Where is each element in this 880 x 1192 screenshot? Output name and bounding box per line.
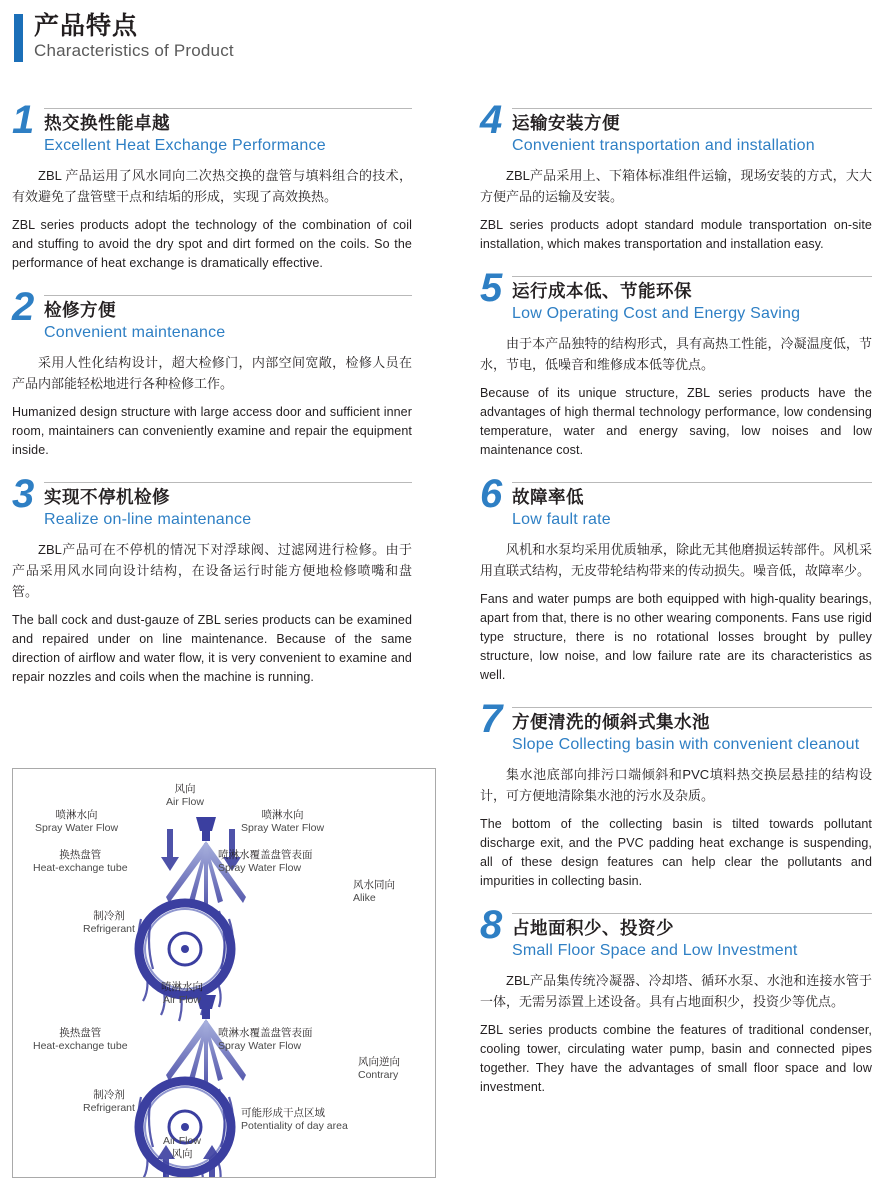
feature-1-paragraph-cn: ZBL 产品运用了风水同向二次热交换的盘管与填料组合的技术，有效避免了盘管壁干点和结垢的形成，实现了高效换热。 [12,168,412,204]
feature-item-6 [480,472,872,685]
feature-item-3 [12,472,412,687]
feature-5-title-cn: 运行成本低、节能环保 [512,276,872,303]
diagram-label-refrigerant-bottom: 制冷剂 Refrigerant [83,1089,135,1114]
feature-item-8 [480,903,872,1097]
feature-1-head [12,98,412,157]
feature-8-title-cn: 占地面积少、投资少 [512,913,872,940]
header-text [34,12,234,62]
left-column [12,98,412,709]
feature-4-paragraph-cn: ZBL产品采用上、下箱体标准组件运输，现场安装的方式，大大方便产品的运输及安装。 [480,168,872,204]
diagram-label-air-flow-top: 风向 Air Flow [166,783,204,808]
feature-8-title-en: Small Floor Space and Low Investment [512,942,798,959]
feature-item-1 [12,98,412,273]
feature-7-number: 7 [480,697,503,741]
feature-2-paragraph-cn: 采用人性化结构设计，超大检修门，内部空间宽敞，检修人员在产品内部能轻松地进行各种检修工作。 [12,355,412,391]
feature-6-title-en: Low fault rate [512,511,611,528]
feature-1-title-cn: 热交换性能卓越 [44,108,412,135]
right-column [480,98,872,1119]
feature-6-paragraph-en: Fans and water pumps are both equipped with high-quality bearings, apart from that, there is no other wearing components. Fans use rigid type structure, there is no rotational losses brought by pulley structure, low noise, and low failure rate are its characteristics as well. [480,592,872,682]
feature-item-4 [480,98,872,254]
header-accent-bar [14,14,23,62]
diagram-label-alike: 风水同向 Alike [353,879,395,904]
feature-6-head [480,472,872,531]
feature-1-paragraph-en: ZBL series products adopt the technology of the combination of coil and stuffing to avoid the dry spot and dirt formed on the coils. So the performance of heat exchange is dramatically effective. [12,218,412,270]
diagram-label-spray-left-top: 喷淋水向 Spray Water Flow [35,809,119,834]
page-header [14,12,234,62]
feature-5-paragraph-cn: 由于本产品独特的结构形式，具有高热工性能，冷凝温度低，节水，节电，低噪音和维修成本低等优点。 [480,336,872,372]
feature-2-title-en: Convenient maintenance [44,324,226,341]
feature-2-title-cn: 检修方便 [44,295,412,322]
feature-3-title-cn: 实现不停机检修 [44,482,412,509]
feature-7-paragraph-en: The bottom of the collecting basin is tilted towards pollutant discharge exit, and the PVC padding heat exchange is suspending, all of these design features can help clear the pollutants and impurities in collecting basin. [480,817,872,888]
diagram-label-refrigerant-top: 制冷剂 Refrigerant [83,910,135,935]
feature-5-title-en: Low Operating Cost and Energy Saving [512,305,801,322]
feature-7-title-cn: 方便清洗的倾斜式集水池 [512,707,872,734]
airflow-diagram [12,768,436,1178]
feature-2-number: 2 [12,285,35,329]
diagram-label-heat-exchange-tube-top: 换热盘管 Heat-exchange tube [33,849,128,874]
feature-8-head [480,903,872,962]
feature-4-paragraph-en: ZBL series products adopt standard module transportation on-site installation, which makes transportation and installation easy. [480,218,872,251]
diagram-label-contrary: 风向逆向 Contrary [358,1056,400,1081]
feature-7-head [480,697,872,756]
feature-3-title-en: Realize on-line maintenance [44,511,252,528]
feature-8-paragraph-cn: ZBL产品集传统冷凝器、冷却塔、循环水泵、水池和连接水管于一体，无需另添置上述设备。具有占地面积少，投资少等优点。 [480,973,872,1009]
diagram-label-heat-exchange-tube-bottom: 换热盘管 Heat-exchange tube [33,1027,128,1052]
feature-8-paragraph-en: ZBL series products combine the features of traditional condenser, cooling tower, circulating water pump, basin and connected pipes together. They have the advantages of small floor space and low investment. [480,1023,872,1094]
feature-3-head [12,472,412,531]
feature-6-paragraph-cn: 风机和水泵均采用优质轴承，除此无其他磨损运转部件。风机采用直联式结构，无皮带轮结构带来的传动损失。噪音低，故障率少。 [480,542,872,578]
feature-item-2 [12,285,412,460]
feature-6-number: 6 [480,472,503,516]
feature-item-7 [480,697,872,891]
feature-1-number: 1 [12,98,35,142]
feature-3-paragraph-en: The ball cock and dust-gauze of ZBL series products can be examined and repaired under on line maintenance. Because of the same direction of airflow and water flow, it is very convenient to examine and repair nozzles and coils when the machine is running. [12,613,412,684]
diagram-label-dry-point-area: 可能形成干点区域 Potentiality of day area [241,1107,348,1132]
feature-7-paragraph-cn: 集水池底部向排污口端倾斜和PVC填料热交换层悬挂的结构设计，可方便地清除集水池的污水及杂质。 [480,767,872,803]
feature-4-number: 4 [480,98,503,142]
feature-5-paragraph-en: Because of its unique structure, ZBL series products have the advantages of high thermal technology performance, low condensing temperature, water and energy saving, low noises and low maintenance cost. [480,386,872,457]
diagram-label-air-flow-middle: 喷淋水向 Air Flow [161,981,203,1006]
top-nozzle [196,817,216,841]
diagram-label-air-flow-bottom: Air Flow 风向 [163,1135,201,1160]
diagram-label-spray-right-top: 喷淋水向 Spray Water Flow [241,809,325,834]
feature-2-head [12,285,412,344]
diagram-label-spray-cover-bottom: 喷淋水覆盖盘管表面 Spray Water Flow [218,1027,313,1052]
feature-5-number: 5 [480,266,503,310]
page-subtitle: Characteristics of Product [34,41,234,60]
feature-4-head [480,98,872,157]
diagram-label-spray-cover-top: 喷淋水覆盖盘管表面 Spray Water Flow [218,849,313,874]
feature-5-head [480,266,872,325]
feature-8-number: 8 [480,903,503,947]
feature-2-paragraph-en: Humanized design structure with large access door and sufficient inner room, maintainers can conveniently examine and repair the equipment inside. [12,405,412,457]
page-title: 产品特点 [34,12,139,40]
feature-7-title-en: Slope Collecting basin with convenient cleanout [512,736,860,753]
feature-item-5 [480,266,872,460]
feature-6-title-cn: 故障率低 [512,482,872,509]
feature-3-number: 3 [12,472,35,516]
feature-4-title-cn: 运输安装方便 [512,108,872,135]
feature-4-title-en: Convenient transportation and installation [512,137,815,154]
feature-3-paragraph-cn: ZBL产品可在不停机的情况下对浮球阀、过滤网进行检修。由于产品采用风水同向设计结构，在设备运行时能方便地检修喷嘴和盘管。 [12,542,412,599]
feature-1-title-en: Excellent Heat Exchange Performance [44,137,326,154]
